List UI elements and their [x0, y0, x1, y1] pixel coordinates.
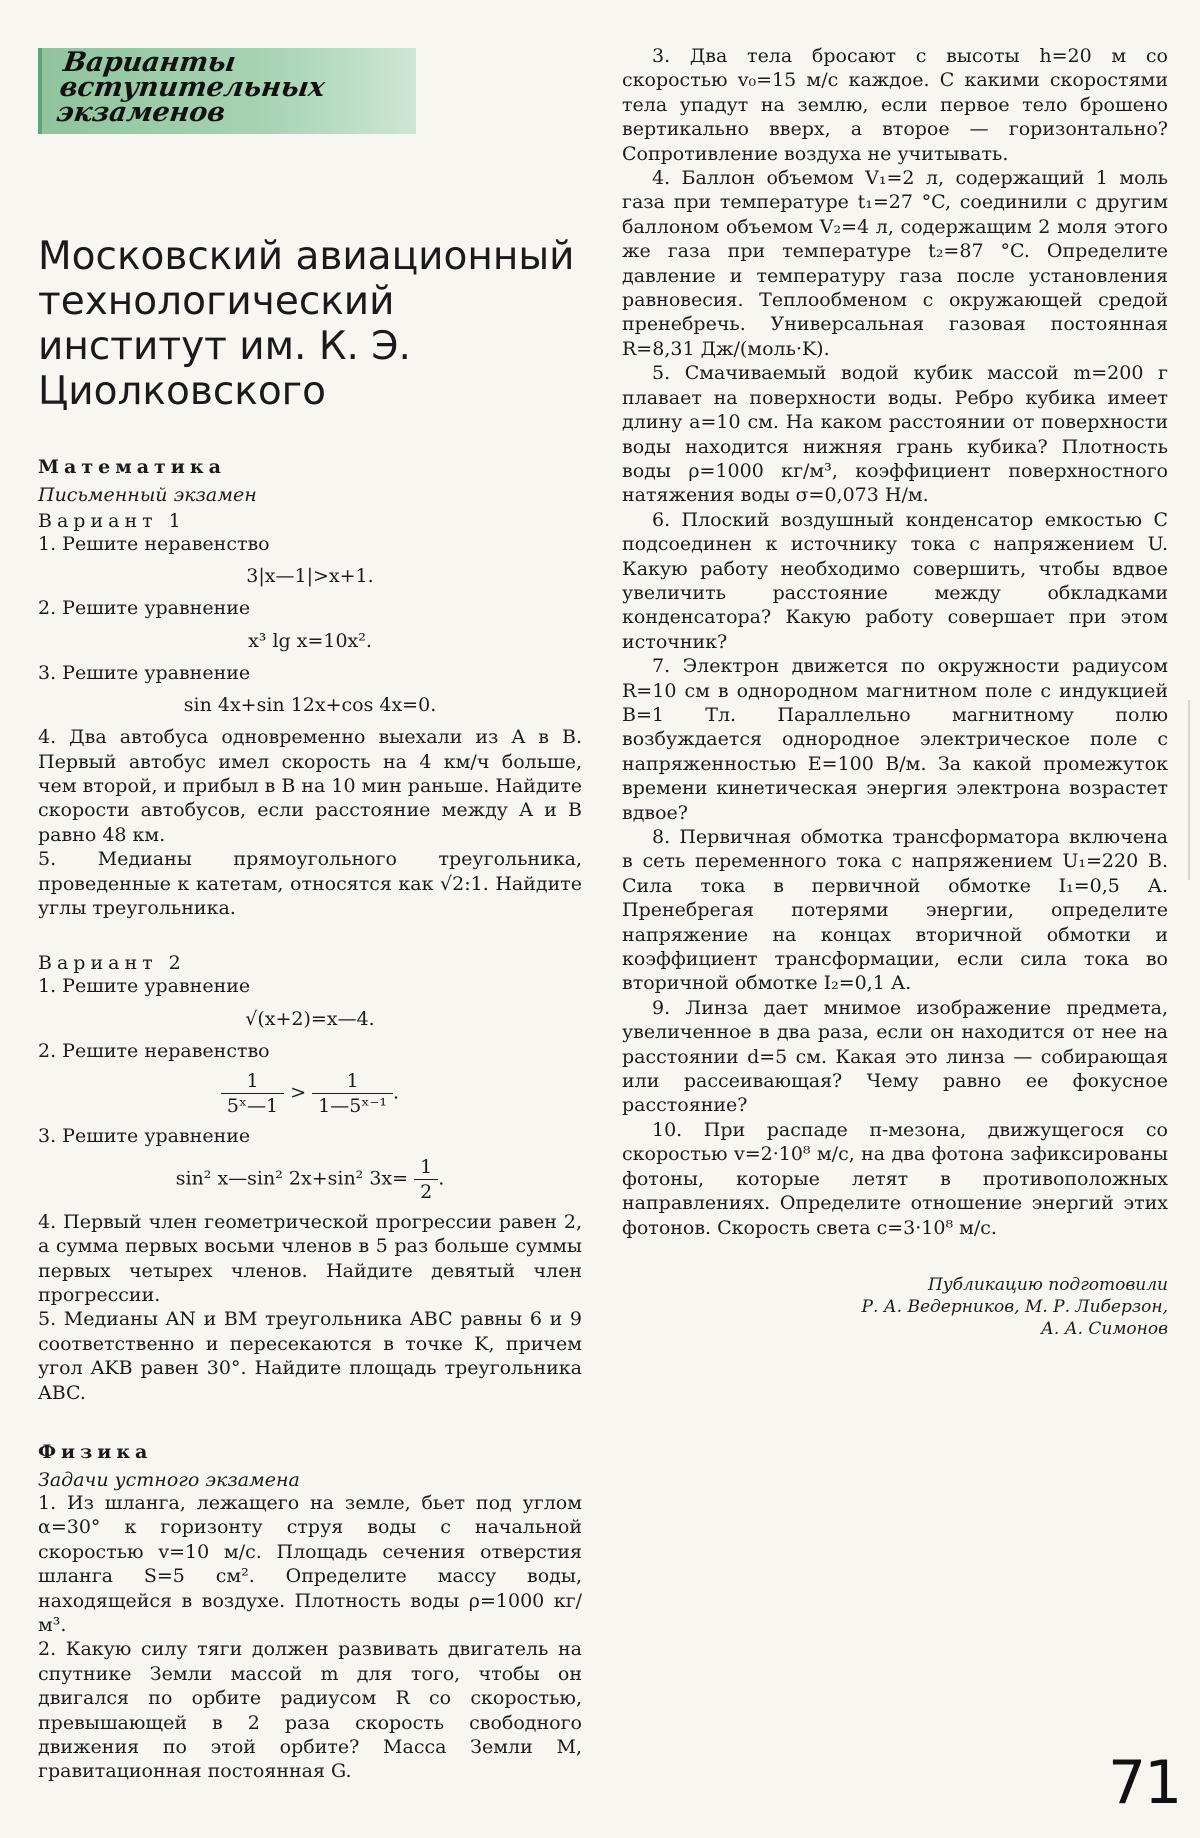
section-banner: [38, 48, 416, 134]
physics-problem-9: 9. Линза дает мнимое изображение предмета, увеличенное в два раза, если он находится от нее на расстоянии d=5 см. Какая это линза — собирающая или рассеивающая? Чему равно ее фокусное расстояние?: [622, 996, 1168, 1117]
v2-problem-2-formula: $\frac{1}{\text{5ˣ—1}}$ > $\frac{1}{\text{1—5ˣ⁻¹}}$ .: [38, 1069, 582, 1118]
physics-problem-10: 10. При распаде π-мезона, движущегося со скоростью v=2·10⁸ м/с, на два фотона зафиксированы фотоны, которые летят в противоположных направлениях. Определите отношение энергий этих фотонов. Скорость света c=3·10⁸ м/с.: [622, 1118, 1168, 1239]
v2-p2-right-fraction: $\frac{1}{\text{1—5ˣ⁻¹}}$: [312, 1069, 393, 1118]
v1-problem-2-text: 2. Решите уравнение: [38, 597, 251, 620]
physics-problem-5: 5. Смачиваемый водой кубик массой m=200 г плавает на поверхности воды. Ребро кубика имеет длину a=10 см. На каком расстоянии от поверхности воды находится нижняя грань кубика? Плотность воды ρ=1000 кг/м³, коэффициент поверхностного натяжения воды σ=0,073 Н/м.: [622, 362, 1168, 507]
left-column: [38, 48, 582, 1784]
v2-p2-left-fraction: $\frac{1}{\text{5ˣ—1}}$: [221, 1069, 284, 1118]
variant-1-label: Вариант 1: [38, 510, 186, 532]
v2-problem-2-text: 2. Решите неравенство: [38, 1039, 270, 1062]
right-column: [622, 44, 1168, 1340]
physics-problem-1: 1. Из шланга, лежащего на земле, бьет под углом α=30° к горизонту струя воды с начальной скоростью v=10 м/с. Площадь сечения отверстия шланга S=5 см². Определите массу воды, находящейся в воздухе. Плотность воды ρ=1000 кг/м³.: [38, 1491, 582, 1636]
physics-problem-2: 2. Какую силу тяги должен развивать двигатель на спутнике Земли массой m для того, чтобы он двигался по орбите радиусом R со скоростью, превышающей в 2 раза скорость свободного движения по этой орбите? Масса Земли M, гравитационная постоянная G.: [38, 1638, 582, 1783]
banner-title: Варианты вступительных экзаменов: [54, 47, 327, 128]
variant-2-label: Вариант 2: [38, 952, 186, 975]
v1-problem-5: 5. Медианы прямоугольного треугольника, проведенные к катетам, относятся как √2:1. Найдите углы треугольника.: [38, 848, 582, 920]
physics-exam-type: Задачи устного экзамена: [38, 1468, 300, 1491]
v1-problem-4: 4. Два автобуса одновременно выехали из A в B. Первый автобус имел скорость на 4 км/ч больше, чем второй, и прибыл в B на 10 мин раньше. Найдите скорости автобусов, если расстояние между A и B равно 48 км.: [38, 726, 582, 846]
physics-problem-8: 8. Первичная обмотка трансформатора включена в сеть переменного тока с напряжением U₁=220 В. Сила тока в первичной обмотке I₁=0,5 А. Пренебрегая потерями энергии, определите напряжение на концах вторичной обмотки и коэффициент трансформации, если сила тока во вторичной обмотке I₂=0,1 А.: [622, 826, 1168, 995]
institute-title: Московский авиационный технологический институт им. К. Э. Циолковского: [38, 234, 575, 414]
v2-problem-1-text: 1. Решите уравнение: [38, 975, 251, 998]
publication-credit: Публикацию подготовили Р. А. Ведерников, М. Р. Либерзон, А. А. Симонов: [861, 1274, 1168, 1339]
v2-problem-3-formula: sin² x—sin² 2x+sin² 3x= $\frac{1}{2}$ .: [175, 1155, 445, 1203]
v2-problem-5: 5. Медианы AN и BM треугольника ABC равны 6 и 9 соответственно и пересекаются в точке K, причем угол AKB равен 30°. Найдите площадь треугольника ABC.: [38, 1308, 582, 1404]
v1-problem-1-text: 1. Решите неравенство: [38, 533, 270, 555]
physics-problem-3: 3. Два тела бросают с высоты h=20 м со скоростью v₀=15 м/с каждое. С какими скоростями тела упадут на землю, если первое тело брошено вертикально вверх, а второе — горизонтально? Сопротивление воздуха не учитывать.: [622, 45, 1168, 165]
physics-problem-6: 6. Плоский воздушный конденсатор емкостью C подсоединен к источнику тока с напряжением U. Какую работу необходимо совершить, чтобы вдвое увеличить расстояние между обкладками конденсатора? Какую работу совершает при этом источник?: [622, 508, 1168, 653]
page-number: 71: [1108, 1748, 1181, 1818]
v2-problem-1-formula: √(x+2)=x—4.: [245, 1007, 375, 1030]
v1-problem-2-formula: x³ lg x=10x².: [248, 629, 372, 652]
math-exam-type: Письменный экзамен: [38, 484, 257, 506]
v1-problem-3-text: 3. Решите уравнение: [38, 661, 251, 684]
v1-problem-3-formula: sin 4x+sin 12x+cos 4x=0.: [183, 694, 437, 717]
physics-heading: Физика: [38, 1440, 153, 1463]
page-fold-line: [1188, 700, 1190, 880]
physics-problem-4: 4. Баллон объемом V₁=2 л, содержащий 1 моль газа при температуре t₁=27 °C, соединили с другим баллоном объемом V₂=4 л, содержащим 2 моля этого же газа при температуре t₂=87 °C. Определите давление и температуру газа после установления равновесия. Теплообменом с окружающей средой пренебречь. Универсальная газовая постоянная R=8,31 Дж/(моль·K).: [622, 167, 1168, 360]
math-heading: Математика: [38, 456, 226, 478]
v2-problem-3-text: 3. Решите уравнение: [38, 1125, 251, 1148]
v1-problem-1-formula: 3|x—1|>x+1.: [246, 565, 374, 588]
v2-problem-4: 4. Первый член геометрической прогрессии равен 2, а сумма первых восьми членов в 5 раз больше суммы первых четырех членов. Найдите девятый член прогрессии.: [38, 1210, 582, 1306]
v2-p3-fraction: $\frac{1}{2}$: [414, 1155, 438, 1204]
physics-problem-7: 7. Электрон движется по окружности радиусом R=10 см в однородном магнитном поле с индукцией B=1 Тл. Параллельно магнитному полю возбуждается однородное электрическое поле с напряженностью E=100 В/м. За какой промежуток времени кинетическая энергия электрона возрастет вдвое?: [622, 655, 1168, 824]
